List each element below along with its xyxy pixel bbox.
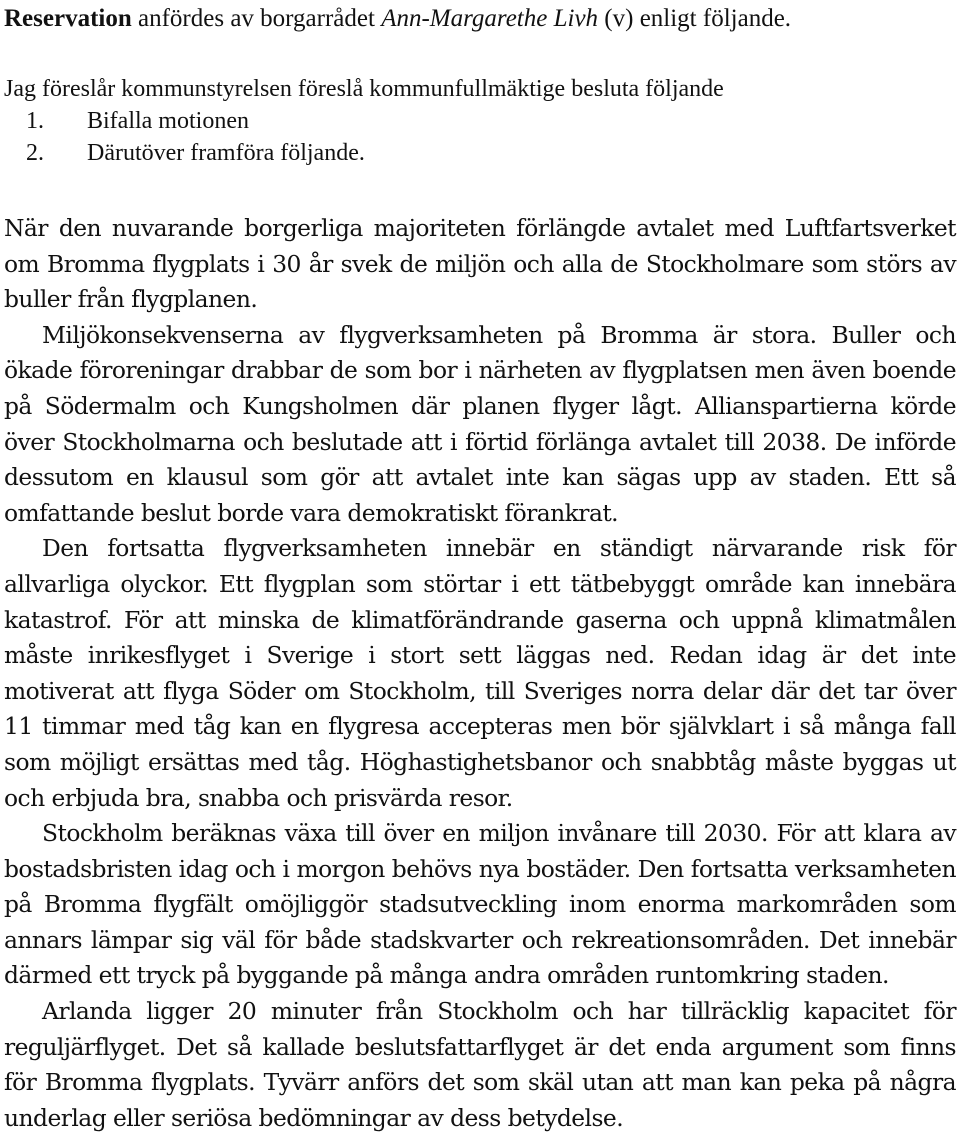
paragraph: Miljökonsekvenserna av flygverksamheten på Bromma är stora. Buller och ökade föroreningar drabbar de som bor i närheten av flygplatsen men även boende på Södermalm och Kungsholmen där planen flyger lågt. Allianspartierna körde över Stockholmarna och beslutade att i förtid förlänga avtalet till 2038. De införde dessutom en klausul som gör att avtalet inte kan sägas upp av staden. Ett så omfattande beslut borde vara demokratiskt förankrat. — [4, 320, 956, 527]
paragraph: När den nuvarande borgerliga majoriteten förlängde avtalet med Luftfartsverket om Bromma flygplats i 30 år svek de miljön och alla de Stockholmare som störs av buller från flygplanen. — [4, 214, 956, 314]
reservation-body — [4, 211, 956, 1136]
list-item-number: 1. — [26, 108, 44, 134]
heading-text-1: anfördes av borgarrådet — [131, 5, 382, 32]
list-item — [4, 138, 365, 169]
proposal-intro: Jag föreslår kommunstyrelsen föreslå kommunfullmäktige besluta följande — [4, 76, 724, 102]
list-item-text: Bifalla motionen — [87, 108, 249, 134]
heading-text-2: (v) enligt följande. — [598, 5, 792, 32]
heading-author-name: Ann-Margarethe Livh — [381, 5, 599, 32]
list-item-text: Därutöver framföra följande. — [87, 140, 365, 166]
reservation-heading — [4, 4, 791, 34]
list-item — [4, 106, 249, 137]
heading-bold-word: Reservation — [4, 5, 132, 32]
list-item-number: 2. — [26, 140, 44, 166]
paragraph: Arlanda ligger 20 minuter från Stockholm och har tillräcklig kapacitet för reguljärflyget. Det så kallade beslutsfattarflyget är det enda argument som finns för Bromma flygplats. Tyvärr anförs det som skäl utan att man kan peka på några underlag eller seriösa bedömningar av dess betydelse. — [4, 997, 956, 1132]
paragraph: Stockholm beräknas växa till över en miljon invånare till 2030. För att klara av bostadsbristen idag och i morgon behövs nya bostäder. Den fortsatta verksamheten på Bromma flygfält omöjliggör stadsutveckling inom enorma markområden som annars lämpar sig väl för både stadskvarter och rekreationsområden. Det innebär därmed ett tryck på byggande på många andra områden runtomkring staden. — [4, 819, 956, 990]
paragraph: Den fortsatta flygverksamheten innebär en ständigt närvarande risk för allvarliga olyckor. Ett flygplan som störtar i ett tätbebyggt område kan innebära katastrof. För att minska de klimatförändrande gaserna och uppnå klimatmålen måste inrikesflyget i Sverige i stort sett läggas ned. Redan idag är det inte motiverat att flyga Söder om Stockholm, till Sveriges norra delar där det tar över 11 timmar med tåg kan en flygresa accepteras men bör självklart i så många fall som möjligt ersättas med tåg. Höghastighetsbanor och snabbtåg måste byggas ut och erbjuda bra, snabba och prisvärda resor. — [4, 534, 956, 812]
